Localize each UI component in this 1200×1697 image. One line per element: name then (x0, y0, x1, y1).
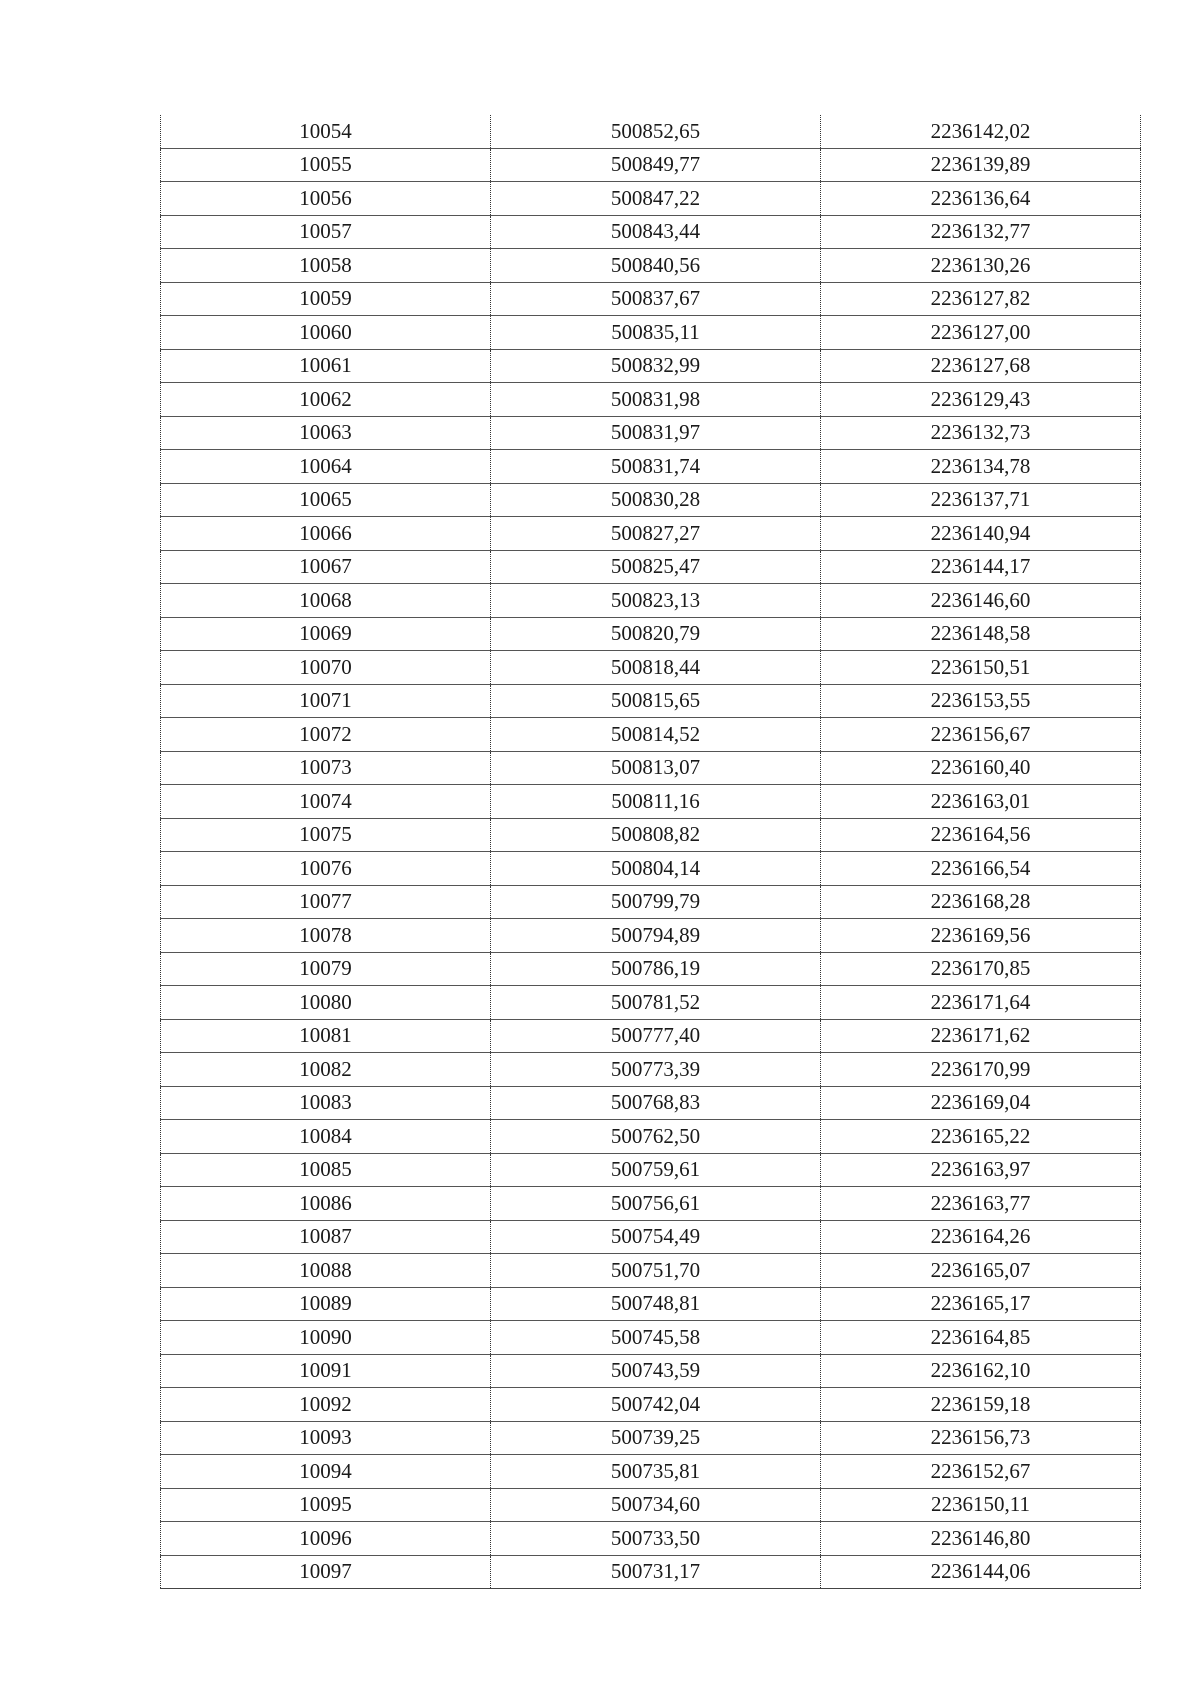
point-number-cell: 10060 (161, 316, 491, 350)
y-coordinate-cell: 2236170,85 (821, 952, 1141, 986)
x-coordinate-cell: 500847,22 (491, 182, 821, 216)
x-coordinate-cell: 500745,58 (491, 1321, 821, 1355)
point-number-cell: 10096 (161, 1522, 491, 1556)
x-coordinate-cell: 500733,50 (491, 1522, 821, 1556)
y-coordinate-cell: 2236132,77 (821, 215, 1141, 249)
point-number-cell: 10083 (161, 1086, 491, 1120)
point-number-cell: 10087 (161, 1220, 491, 1254)
x-coordinate-cell: 500743,59 (491, 1354, 821, 1388)
y-coordinate-cell: 2236159,18 (821, 1388, 1141, 1422)
table-row (161, 852, 1141, 886)
table-row (161, 1254, 1141, 1288)
x-coordinate-cell: 500786,19 (491, 952, 821, 986)
x-coordinate-cell: 500811,16 (491, 785, 821, 819)
table-row (161, 1220, 1141, 1254)
table-row (161, 919, 1141, 953)
x-coordinate-cell: 500773,39 (491, 1053, 821, 1087)
x-coordinate-cell: 500808,82 (491, 818, 821, 852)
point-number-cell: 10086 (161, 1187, 491, 1221)
y-coordinate-cell: 2236127,82 (821, 282, 1141, 316)
x-coordinate-cell: 500731,17 (491, 1555, 821, 1589)
table-row (161, 1354, 1141, 1388)
x-coordinate-cell: 500831,74 (491, 450, 821, 484)
y-coordinate-cell: 2236127,68 (821, 349, 1141, 383)
y-coordinate-cell: 2236165,22 (821, 1120, 1141, 1154)
table-row (161, 349, 1141, 383)
x-coordinate-cell: 500759,61 (491, 1153, 821, 1187)
x-coordinate-cell: 500813,07 (491, 751, 821, 785)
point-number-cell: 10081 (161, 1019, 491, 1053)
table-row (161, 483, 1141, 517)
point-number-cell: 10094 (161, 1455, 491, 1489)
x-coordinate-cell: 500832,99 (491, 349, 821, 383)
table-row (161, 182, 1141, 216)
point-number-cell: 10082 (161, 1053, 491, 1087)
y-coordinate-cell: 2236163,01 (821, 785, 1141, 819)
point-number-cell: 10061 (161, 349, 491, 383)
table-row (161, 818, 1141, 852)
x-coordinate-cell: 500756,61 (491, 1187, 821, 1221)
point-number-cell: 10091 (161, 1354, 491, 1388)
y-coordinate-cell: 2236171,64 (821, 986, 1141, 1020)
y-coordinate-cell: 2236166,54 (821, 852, 1141, 886)
table-row (161, 450, 1141, 484)
point-number-cell: 10067 (161, 550, 491, 584)
x-coordinate-cell: 500762,50 (491, 1120, 821, 1154)
point-number-cell: 10085 (161, 1153, 491, 1187)
point-number-cell: 10092 (161, 1388, 491, 1422)
table-row (161, 1555, 1141, 1589)
y-coordinate-cell: 2236165,07 (821, 1254, 1141, 1288)
point-number-cell: 10093 (161, 1421, 491, 1455)
y-coordinate-cell: 2236146,60 (821, 584, 1141, 618)
x-coordinate-cell: 500823,13 (491, 584, 821, 618)
y-coordinate-cell: 2236132,73 (821, 416, 1141, 450)
y-coordinate-cell: 2236164,26 (821, 1220, 1141, 1254)
y-coordinate-cell: 2236170,99 (821, 1053, 1141, 1087)
table-row (161, 885, 1141, 919)
point-number-cell: 10059 (161, 282, 491, 316)
x-coordinate-cell: 500804,14 (491, 852, 821, 886)
point-number-cell: 10078 (161, 919, 491, 953)
y-coordinate-cell: 2236134,78 (821, 450, 1141, 484)
table-row (161, 115, 1141, 148)
x-coordinate-cell: 500825,47 (491, 550, 821, 584)
table-row (161, 282, 1141, 316)
table-row (161, 1321, 1141, 1355)
point-number-cell: 10097 (161, 1555, 491, 1589)
x-coordinate-cell: 500751,70 (491, 1254, 821, 1288)
point-number-cell: 10080 (161, 986, 491, 1020)
table-row (161, 952, 1141, 986)
y-coordinate-cell: 2236146,80 (821, 1522, 1141, 1556)
x-coordinate-cell: 500815,65 (491, 684, 821, 718)
x-coordinate-cell: 500835,11 (491, 316, 821, 350)
table-row (161, 1455, 1141, 1489)
table-row (161, 1488, 1141, 1522)
point-number-cell: 10089 (161, 1287, 491, 1321)
x-coordinate-cell: 500852,65 (491, 115, 821, 148)
point-number-cell: 10071 (161, 684, 491, 718)
point-number-cell: 10055 (161, 148, 491, 182)
x-coordinate-cell: 500799,79 (491, 885, 821, 919)
x-coordinate-cell: 500754,49 (491, 1220, 821, 1254)
y-coordinate-cell: 2236163,77 (821, 1187, 1141, 1221)
table-row (161, 986, 1141, 1020)
x-coordinate-cell: 500827,27 (491, 517, 821, 551)
table-row (161, 517, 1141, 551)
point-number-cell: 10090 (161, 1321, 491, 1355)
point-number-cell: 10056 (161, 182, 491, 216)
y-coordinate-cell: 2236129,43 (821, 383, 1141, 417)
table-row (161, 785, 1141, 819)
y-coordinate-cell: 2236156,67 (821, 718, 1141, 752)
y-coordinate-cell: 2236160,40 (821, 751, 1141, 785)
table-row (161, 148, 1141, 182)
point-number-cell: 10062 (161, 383, 491, 417)
y-coordinate-cell: 2236139,89 (821, 148, 1141, 182)
table-row (161, 249, 1141, 283)
y-coordinate-cell: 2236150,11 (821, 1488, 1141, 1522)
y-coordinate-cell: 2236164,56 (821, 818, 1141, 852)
point-number-cell: 10063 (161, 416, 491, 450)
point-number-cell: 10065 (161, 483, 491, 517)
point-number-cell: 10068 (161, 584, 491, 618)
y-coordinate-cell: 2236127,00 (821, 316, 1141, 350)
table-row (161, 1421, 1141, 1455)
x-coordinate-cell: 500831,98 (491, 383, 821, 417)
point-number-cell: 10088 (161, 1254, 491, 1288)
x-coordinate-cell: 500777,40 (491, 1019, 821, 1053)
y-coordinate-cell: 2236130,26 (821, 249, 1141, 283)
x-coordinate-cell: 500820,79 (491, 617, 821, 651)
table-row (161, 316, 1141, 350)
table-row (161, 1053, 1141, 1087)
point-number-cell: 10072 (161, 718, 491, 752)
table-row (161, 584, 1141, 618)
y-coordinate-cell: 2236165,17 (821, 1287, 1141, 1321)
x-coordinate-cell: 500831,97 (491, 416, 821, 450)
table-row (161, 718, 1141, 752)
x-coordinate-cell: 500742,04 (491, 1388, 821, 1422)
point-number-cell: 10077 (161, 885, 491, 919)
y-coordinate-cell: 2236137,71 (821, 483, 1141, 517)
y-coordinate-cell: 2236171,62 (821, 1019, 1141, 1053)
x-coordinate-cell: 500818,44 (491, 651, 821, 685)
y-coordinate-cell: 2236169,04 (821, 1086, 1141, 1120)
y-coordinate-cell: 2236148,58 (821, 617, 1141, 651)
table-row (161, 1287, 1141, 1321)
table-row (161, 751, 1141, 785)
y-coordinate-cell: 2236169,56 (821, 919, 1141, 953)
point-number-cell: 10095 (161, 1488, 491, 1522)
table-row (161, 416, 1141, 450)
point-number-cell: 10066 (161, 517, 491, 551)
point-number-cell: 10057 (161, 215, 491, 249)
x-coordinate-cell: 500768,83 (491, 1086, 821, 1120)
y-coordinate-cell: 2236156,73 (821, 1421, 1141, 1455)
table-row (161, 684, 1141, 718)
point-number-cell: 10076 (161, 852, 491, 886)
table-row (161, 1086, 1141, 1120)
point-number-cell: 10064 (161, 450, 491, 484)
point-number-cell: 10075 (161, 818, 491, 852)
table-row (161, 617, 1141, 651)
table-row (161, 651, 1141, 685)
point-number-cell: 10070 (161, 651, 491, 685)
table-row (161, 550, 1141, 584)
coordinates-table (160, 115, 1141, 1589)
x-coordinate-cell: 500814,52 (491, 718, 821, 752)
point-number-cell: 10084 (161, 1120, 491, 1154)
x-coordinate-cell: 500794,89 (491, 919, 821, 953)
x-coordinate-cell: 500739,25 (491, 1421, 821, 1455)
x-coordinate-cell: 500840,56 (491, 249, 821, 283)
x-coordinate-cell: 500781,52 (491, 986, 821, 1020)
y-coordinate-cell: 2236150,51 (821, 651, 1141, 685)
point-number-cell: 10073 (161, 751, 491, 785)
y-coordinate-cell: 2236163,97 (821, 1153, 1141, 1187)
y-coordinate-cell: 2236142,02 (821, 115, 1141, 148)
table-row (161, 1388, 1141, 1422)
y-coordinate-cell: 2236140,94 (821, 517, 1141, 551)
x-coordinate-cell: 500748,81 (491, 1287, 821, 1321)
y-coordinate-cell: 2236153,55 (821, 684, 1141, 718)
x-coordinate-cell: 500843,44 (491, 215, 821, 249)
point-number-cell: 10058 (161, 249, 491, 283)
x-coordinate-cell: 500849,77 (491, 148, 821, 182)
y-coordinate-cell: 2236164,85 (821, 1321, 1141, 1355)
point-number-cell: 10079 (161, 952, 491, 986)
x-coordinate-cell: 500735,81 (491, 1455, 821, 1489)
table-row (161, 1522, 1141, 1556)
x-coordinate-cell: 500837,67 (491, 282, 821, 316)
y-coordinate-cell: 2236152,67 (821, 1455, 1141, 1489)
point-number-cell: 10069 (161, 617, 491, 651)
y-coordinate-cell: 2236168,28 (821, 885, 1141, 919)
table-row (161, 383, 1141, 417)
table-row (161, 1120, 1141, 1154)
point-number-cell: 10074 (161, 785, 491, 819)
table-row (161, 215, 1141, 249)
x-coordinate-cell: 500830,28 (491, 483, 821, 517)
table-row (161, 1153, 1141, 1187)
y-coordinate-cell: 2236144,17 (821, 550, 1141, 584)
table-row (161, 1019, 1141, 1053)
point-number-cell: 10054 (161, 115, 491, 148)
y-coordinate-cell: 2236162,10 (821, 1354, 1141, 1388)
coordinates-table-body (161, 115, 1141, 1589)
table-row (161, 1187, 1141, 1221)
y-coordinate-cell: 2236144,06 (821, 1555, 1141, 1589)
x-coordinate-cell: 500734,60 (491, 1488, 821, 1522)
y-coordinate-cell: 2236136,64 (821, 182, 1141, 216)
